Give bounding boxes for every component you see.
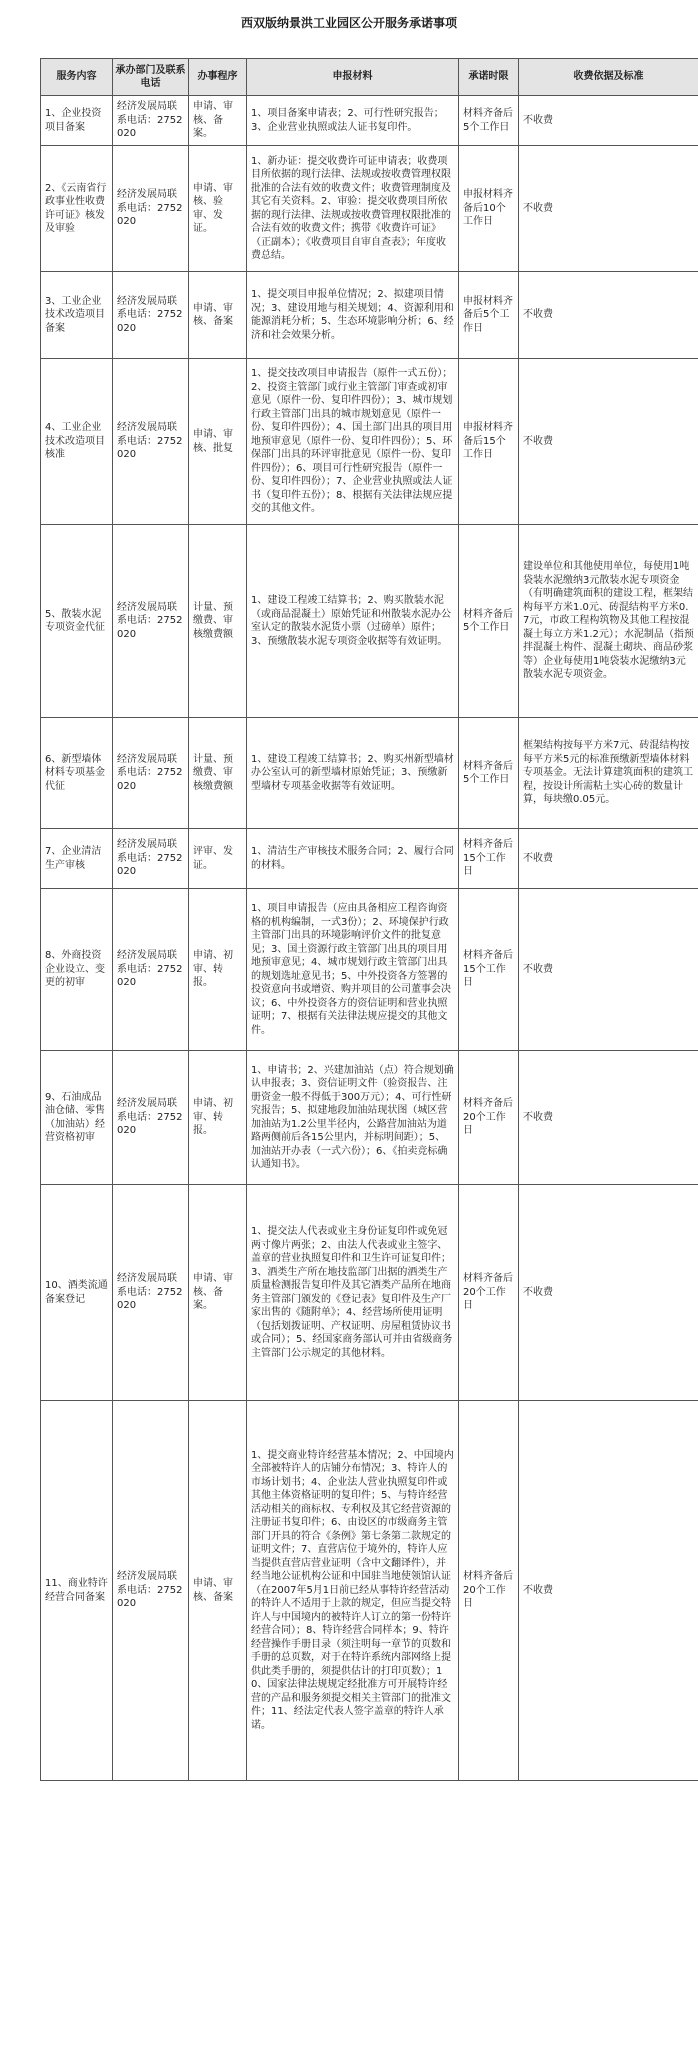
cell-procedure: 申请、审核、批复: [189, 359, 247, 525]
cell-basis: 建设单位和其他使用单位，每使用1吨袋装水泥缴纳3元散装水泥专项资金（有明确建筑面积的建设工程，框架结构每平方米1.0元、砖混结构平方米0.7元，市政工程构筑物及其他工程按混凝土每立方米1.2元）；水泥制品（指预拌混凝土构件、混凝土砌块、商品砂浆等）企业每使用1吨袋装水泥缴纳3元散装水泥专项资金。: [519, 525, 698, 718]
cell-basis: 不收费: [519, 359, 698, 525]
table-row: [41, 96, 698, 146]
cell-materials: 1、提交法人代表或业主身份证复印件或免冠两寸像片两张；2、由法人代表或业主签字、盖章的营业执照复印件和卫生许可证复印件；3、酒类生产所在地技监部门出据的酒类生产质量检测报告复印件及其它酒类产品所在地商务主管部门颁发的《登记表》复印件及生产厂家出售的《随附单》；4、经营场所使用证明（包括划拨证明、产权证明、房屋租赁协议书或合同）；5、经国家商务部认可并由省级商务主管部门公示规定的其他材料。: [247, 1185, 459, 1401]
cell-dept: 经济发展局联系电话：2752020: [113, 96, 189, 146]
cell-service: 11、商业特许经营合同备案: [41, 1401, 113, 1781]
cell-materials: 1、清洁生产审核技术服务合同；2、履行合同的材料。: [247, 829, 459, 889]
cell-dept: 经济发展局联系电话：2752020: [113, 1051, 189, 1185]
table-header-row: [41, 59, 698, 96]
cell-basis: 不收费: [519, 96, 698, 146]
cell-service: 6、新型墙体材料专项基金代征: [41, 718, 113, 829]
cell-time-limit: 材料齐备后20个工作日: [459, 1401, 519, 1781]
header-service: 服务内容: [41, 59, 113, 96]
cell-time-limit: 材料齐备后5个工作日: [459, 718, 519, 829]
cell-time-limit: 材料齐备后20个工作日: [459, 1051, 519, 1185]
cell-service: 3、工业企业技术改造项目备案: [41, 272, 113, 359]
cell-time-limit: 申报材料齐备后10个工作日: [459, 146, 519, 272]
cell-procedure: 计量、预缴费、审核缴费额: [189, 718, 247, 829]
cell-materials: 1、建设工程竣工结算书；2、购买州新型墙材办公室认可的新型墙材原始凭证；3、预缴新型墙材专项基金收据等有效证明。: [247, 718, 459, 829]
header-materials: 申报材料: [247, 59, 459, 96]
table-row: [41, 1185, 698, 1401]
cell-service: 5、散装水泥专项资金代征: [41, 525, 113, 718]
cell-materials: 1、新办证：提交收费许可证申请表；收费项目所依据的现行法律、法规或按收费管理权限批准的合法有效的收费文件；收费管理制度及其它有关资料。2、审验：提交收费项目所依据的现行法律、法规或按收费管理权限批准的合法有效的收费文件；携带《收费许可证》（正副本）；《收费项目自审自查表》；年度收费总结。: [247, 146, 459, 272]
table-row: [41, 525, 698, 718]
cell-time-limit: 材料齐备后5个工作日: [459, 96, 519, 146]
cell-service: 9、石油成品油仓储、零售（加油站）经营资格初审: [41, 1051, 113, 1185]
cell-dept: 经济发展局联系电话：2752020: [113, 829, 189, 889]
cell-procedure: 申请、初审、转报。: [189, 889, 247, 1051]
table-row: [41, 359, 698, 525]
table-row: [41, 889, 698, 1051]
header-procedure: 办事程序: [189, 59, 247, 96]
cell-basis: 不收费: [519, 1185, 698, 1401]
cell-dept: 经济发展局联系电话：2752020: [113, 718, 189, 829]
cell-materials: 1、建设工程竣工结算书；2、购买散装水泥（或商品混凝土）原始凭证和州散装水泥办公室认定的散装水泥货小票（过磅单）原件；3、预缴散装水泥专项资金收据等有效证明。: [247, 525, 459, 718]
cell-procedure: 申请、审核、备案: [189, 1401, 247, 1781]
cell-service: 8、外商投资企业设立、变更的初审: [41, 889, 113, 1051]
cell-service: 4、工业企业技术改造项目核准: [41, 359, 113, 525]
cell-procedure: 申请、审核、备案。: [189, 1185, 247, 1401]
cell-materials: 1、申请书；2、兴建加油站（点）符合规划确认申报表；3、资信证明文件（验资报告、注册资金一般不得低于300万元）；4、可行性研究报告；5、拟建地段加油站现状图（城区营加油站为1.2公里半径内，公路营加油站为道路两侧前后各15公里内，并标明间距）；5、加油站开办表（一式六份）；6、《拍卖竞标确认通知书》。: [247, 1051, 459, 1185]
cell-procedure: 评审、发证。: [189, 829, 247, 889]
cell-procedure: 申请、审核、备案。: [189, 96, 247, 146]
cell-dept: 经济发展局联系电话：2752020: [113, 1185, 189, 1401]
table-row: [41, 272, 698, 359]
cell-time-limit: 材料齐备后20个工作日: [459, 1185, 519, 1401]
cell-materials: 1、提交商业特许经营基本情况；2、中国境内全部被特许人的店铺分布情况；3、特许人的市场计划书；4、企业法人营业执照复印件或其他主体资格证明的复印件；5、与特许经营活动相关的商标权、专利权及其它经营资源的注册证书复印件；6、由设区的市级商务主管部门开具的符合《条例》第七条第二款规定的证明文件；7、直营店位于境外的，特许人应当提供直营店营业证明（含中文翻译件），并经当地公证机构公证和中国驻当地使领馆认证（在2007年5月1日前已经从事特许经营活动的特许人不适用于上款的规定，但应当提交特许人与中国境内的被特许人订立的第一份特许经营合同）；8、特许经营合同样本；9、特许经营操作手册目录（须注明每一章节的页数和手册的总页数，对于在特许系统内部网络上提供此类手册的，须提供估计的打印页数）；10、国家法律法规规定经批准方可开展特许经营的产品和服务须提交相关主管部门的批准文件；11、经法定代表人签字盖章的特许人承诺。: [247, 1401, 459, 1781]
cell-service: 1、企业投资项目备案: [41, 96, 113, 146]
cell-basis: 不收费: [519, 146, 698, 272]
cell-dept: 经济发展局联系电话：2752020: [113, 889, 189, 1051]
cell-dept: 经济发展局联系电话：2752020: [113, 525, 189, 718]
cell-time-limit: 材料齐备后15个工作日: [459, 889, 519, 1051]
cell-dept: 经济发展局联系电话：2752020: [113, 359, 189, 525]
cell-basis: 不收费: [519, 889, 698, 1051]
cell-materials: 1、项目申请报告（应由具备相应工程咨询资格的机构编制，一式3份）；2、环境保护行政主管部门出具的环境影响评价文件的批复意见；3、国土资源行政主管部门出具的项目用地预审意见；4、城市规划行政主管部门出具的规划选址意见书；5、中外投资各方签署的投资意向书或增资、购并项目的公司董事会决议；6、中外投资各方的资信证明和营业执照证明；7、根据有关法律法规应提交的其他文件。: [247, 889, 459, 1051]
table-row: [41, 1401, 698, 1781]
cell-dept: 经济发展局联系电话：2752020: [113, 272, 189, 359]
cell-materials: 1、提交项目申报单位情况；2、拟建项目情况；3、建设用地与相关规划；4、资源利用和能源消耗分析；5、生态环境影响分析；6、经济和社会效果分析。: [247, 272, 459, 359]
cell-service: 2、《云南省行政事业性收费许可证》核发及审验: [41, 146, 113, 272]
cell-procedure: 计量、预缴费、审核缴费额: [189, 525, 247, 718]
table-row: [41, 146, 698, 272]
cell-service: 10、酒类流通备案登记: [41, 1185, 113, 1401]
cell-procedure: 申请、审核、验审、发证。: [189, 146, 247, 272]
table-row: [41, 829, 698, 889]
page-title: 西双版纳景洪工业园区公开服务承诺事项: [240, 16, 457, 30]
cell-materials: 1、项目备案申请表；2、可行性研究报告；3、企业营业执照或法人证书复印件。: [247, 96, 459, 146]
cell-basis: 框架结构按每平方米7元、砖混结构按每平方米5元的标准预缴新型墙体材料专项基金。无法计算建筑面积的建筑工程，按设计所需粘土实心砖的数量计算，每块缴0.05元。: [519, 718, 698, 829]
cell-service: 7、企业清洁生产审核: [41, 829, 113, 889]
header-dept: 承办部门及联系电话: [113, 59, 189, 96]
cell-time-limit: 申报材料齐备后5个工作日: [459, 272, 519, 359]
cell-time-limit: 材料齐备后15个工作日: [459, 829, 519, 889]
table-row: [41, 1051, 698, 1185]
cell-procedure: 申请、初审、转报。: [189, 1051, 247, 1185]
header-basis: 收费依据及标准: [519, 59, 698, 96]
cell-basis: 不收费: [519, 829, 698, 889]
service-commitment-table: [40, 58, 698, 1781]
cell-materials: 1、提交技改项目申请报告（原件一式五份）；2、投资主管部门或行业主管部门审查或初审意见（原件一份、复印件四份）；3、城市规划行政主管部门出具的城市规划意见（原件一份、复印件四份）；4、国土部门出具的项目用地预审意见（原件一份、复印件四份）；5、环保部门出具的环评审批意见（原件一份、复印件四份）；6、项目可行性研究报告（原件一份、复印件四份）；7、企业营业执照或法人证书（复印件五份）；8、根据有关法律法规应提交的其他文件。: [247, 359, 459, 525]
cell-time-limit: 申报材料齐备后15个工作日: [459, 359, 519, 525]
cell-basis: 不收费: [519, 1401, 698, 1781]
header-time-limit: 承诺时限: [459, 59, 519, 96]
cell-procedure: 申请、审核、备案: [189, 272, 247, 359]
cell-basis: 不收费: [519, 272, 698, 359]
cell-dept: 经济发展局联系电话：2752020: [113, 1401, 189, 1781]
cell-time-limit: 材料齐备后5个工作日: [459, 525, 519, 718]
cell-dept: 经济发展局联系电话：2752020: [113, 146, 189, 272]
table-row: [41, 718, 698, 829]
cell-basis: 不收费: [519, 1051, 698, 1185]
